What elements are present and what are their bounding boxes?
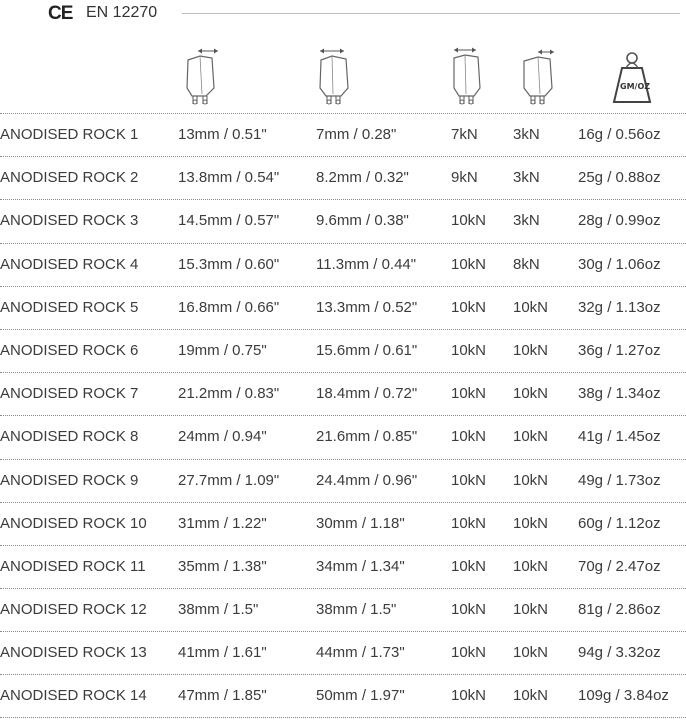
width-side-value: 24.4mm / 0.96" xyxy=(316,471,418,489)
strength-side-value: 10kN xyxy=(513,601,549,619)
weight-icon xyxy=(608,44,656,108)
table-row xyxy=(0,459,686,502)
weight-value: 81g / 2.86oz xyxy=(578,601,661,619)
strength-front-value: 10kN xyxy=(451,255,487,273)
width-front-value: 38mm / 1.5" xyxy=(178,601,259,619)
ce-mark-logo: CE xyxy=(48,3,73,24)
width-front-value: 35mm / 1.38" xyxy=(178,557,267,575)
weight-value: 16g / 0.56oz xyxy=(578,126,661,143)
strength-front-value: 10kN xyxy=(451,428,487,446)
table-row xyxy=(0,113,686,156)
width-side-value: 9.6mm / 0.38" xyxy=(316,212,409,230)
width-side-value: 50mm / 1.97" xyxy=(316,687,405,705)
width-side-value: 7mm / 0.28" xyxy=(316,126,397,143)
table-row xyxy=(0,502,686,545)
weight-value: 32g / 1.13oz xyxy=(578,298,661,316)
model-name: ANODISED ROCK 12 xyxy=(0,601,147,619)
width-front-value: 15.3mm / 0.60" xyxy=(178,255,280,273)
nut-width-side-icon xyxy=(314,44,354,108)
width-side-value: 13.3mm / 0.52" xyxy=(316,298,418,316)
weight-value: 28g / 0.99oz xyxy=(578,212,661,230)
strength-front-value: 10kN xyxy=(451,644,487,662)
strength-side-value: 10kN xyxy=(513,341,549,359)
model-name: ANODISED ROCK 5 xyxy=(0,298,139,316)
weight-value: 30g / 1.06oz xyxy=(578,255,661,273)
weight-value: 25g / 0.88oz xyxy=(578,169,661,187)
weight-value: 94g / 3.32oz xyxy=(578,644,661,662)
header-divider xyxy=(182,13,680,14)
strength-front-value: 10kN xyxy=(451,687,487,705)
width-side-value: 15.6mm / 0.61" xyxy=(316,341,418,359)
strength-side-value: 10kN xyxy=(513,428,549,446)
strength-side-value: 10kN xyxy=(513,298,549,316)
model-name: ANODISED ROCK 8 xyxy=(0,428,139,446)
model-name: ANODISED ROCK 13 xyxy=(0,644,147,662)
strength-side-value: 10kN xyxy=(513,385,549,403)
weight-value: 109g / 3.84oz xyxy=(578,687,669,705)
table-row xyxy=(0,631,686,674)
table-row xyxy=(0,199,686,242)
table-row xyxy=(0,156,686,199)
width-side-value: 18.4mm / 0.72" xyxy=(316,385,418,403)
strength-side-value: 3kN xyxy=(513,126,540,143)
width-front-value: 16.8mm / 0.66" xyxy=(178,298,280,316)
width-side-value: 44mm / 1.73" xyxy=(316,644,405,662)
table-row xyxy=(0,286,686,329)
model-name: ANODISED ROCK 7 xyxy=(0,385,139,403)
strength-side-value: 10kN xyxy=(513,644,549,662)
strength-side-value: 10kN xyxy=(513,514,549,532)
model-name: ANODISED ROCK 11 xyxy=(0,557,146,575)
strength-front-value: 7kN xyxy=(451,126,478,143)
table-row xyxy=(0,415,686,458)
strength-front-value: 10kN xyxy=(451,471,487,489)
weight-value: 41g / 1.45oz xyxy=(578,428,661,446)
strength-side-value: 10kN xyxy=(513,687,549,705)
model-name: ANODISED ROCK 9 xyxy=(0,471,139,489)
strength-side-value: 10kN xyxy=(513,557,549,575)
width-front-value: 14.5mm / 0.57" xyxy=(178,212,280,230)
nut-strength-side-icon xyxy=(518,44,558,108)
width-front-value: 24mm / 0.94" xyxy=(178,428,267,446)
column-header-icons xyxy=(0,44,686,112)
width-side-value: 11.3mm / 0.44" xyxy=(316,255,417,273)
weight-value: 70g / 2.47oz xyxy=(578,557,661,575)
table-row xyxy=(0,243,686,286)
weight-icon-label: GM/OZ xyxy=(620,82,651,91)
strength-side-value: 3kN xyxy=(513,169,540,187)
strength-side-value: 8kN xyxy=(513,255,540,273)
strength-front-value: 10kN xyxy=(451,601,487,619)
width-front-value: 13mm / 0.51" xyxy=(178,126,267,143)
strength-front-value: 10kN xyxy=(451,514,487,532)
model-name: ANODISED ROCK 1 xyxy=(0,126,139,143)
weight-value: 36g / 1.27oz xyxy=(578,341,661,359)
width-front-value: 31mm / 1.22" xyxy=(178,514,267,532)
strength-front-value: 10kN xyxy=(451,385,487,403)
width-side-value: 21.6mm / 0.85" xyxy=(316,428,418,446)
table-row xyxy=(0,588,686,631)
strength-side-value: 3kN xyxy=(513,212,540,230)
model-name: ANODISED ROCK 3 xyxy=(0,212,139,230)
spec-header xyxy=(0,0,686,26)
strength-front-value: 10kN xyxy=(451,341,487,359)
spec-table xyxy=(0,113,686,718)
standard-label: EN 12270 xyxy=(86,4,158,21)
model-name: ANODISED ROCK 4 xyxy=(0,255,139,273)
width-side-value: 30mm / 1.18" xyxy=(316,514,405,532)
strength-side-value: 10kN xyxy=(513,471,549,489)
model-name: ANODISED ROCK 2 xyxy=(0,169,139,187)
table-row xyxy=(0,545,686,588)
table-row xyxy=(0,329,686,372)
nut-width-front-icon xyxy=(180,44,220,108)
table-row xyxy=(0,372,686,415)
weight-value: 60g / 1.12oz xyxy=(578,514,661,532)
weight-value: 38g / 1.34oz xyxy=(578,385,661,403)
width-front-value: 21.2mm / 0.83" xyxy=(178,385,280,403)
nut-strength-front-icon xyxy=(448,44,488,108)
width-front-value: 41mm / 1.61" xyxy=(178,644,267,662)
weight-value: 49g / 1.73oz xyxy=(578,471,661,489)
strength-front-value: 10kN xyxy=(451,212,487,230)
width-front-value: 13.8mm / 0.54" xyxy=(178,169,280,187)
table-row xyxy=(0,674,686,717)
width-front-value: 27.7mm / 1.09" xyxy=(178,471,280,489)
strength-front-value: 9kN xyxy=(451,169,478,187)
strength-front-value: 10kN xyxy=(451,298,487,316)
width-front-value: 19mm / 0.75" xyxy=(178,341,267,359)
width-front-value: 47mm / 1.85" xyxy=(178,687,267,705)
model-name: ANODISED ROCK 6 xyxy=(0,341,139,359)
width-side-value: 38mm / 1.5" xyxy=(316,601,397,619)
width-side-value: 8.2mm / 0.32" xyxy=(316,169,409,187)
model-name: ANODISED ROCK 14 xyxy=(0,687,147,705)
width-side-value: 34mm / 1.34" xyxy=(316,557,405,575)
model-name: ANODISED ROCK 10 xyxy=(0,514,147,532)
strength-front-value: 10kN xyxy=(451,557,487,575)
